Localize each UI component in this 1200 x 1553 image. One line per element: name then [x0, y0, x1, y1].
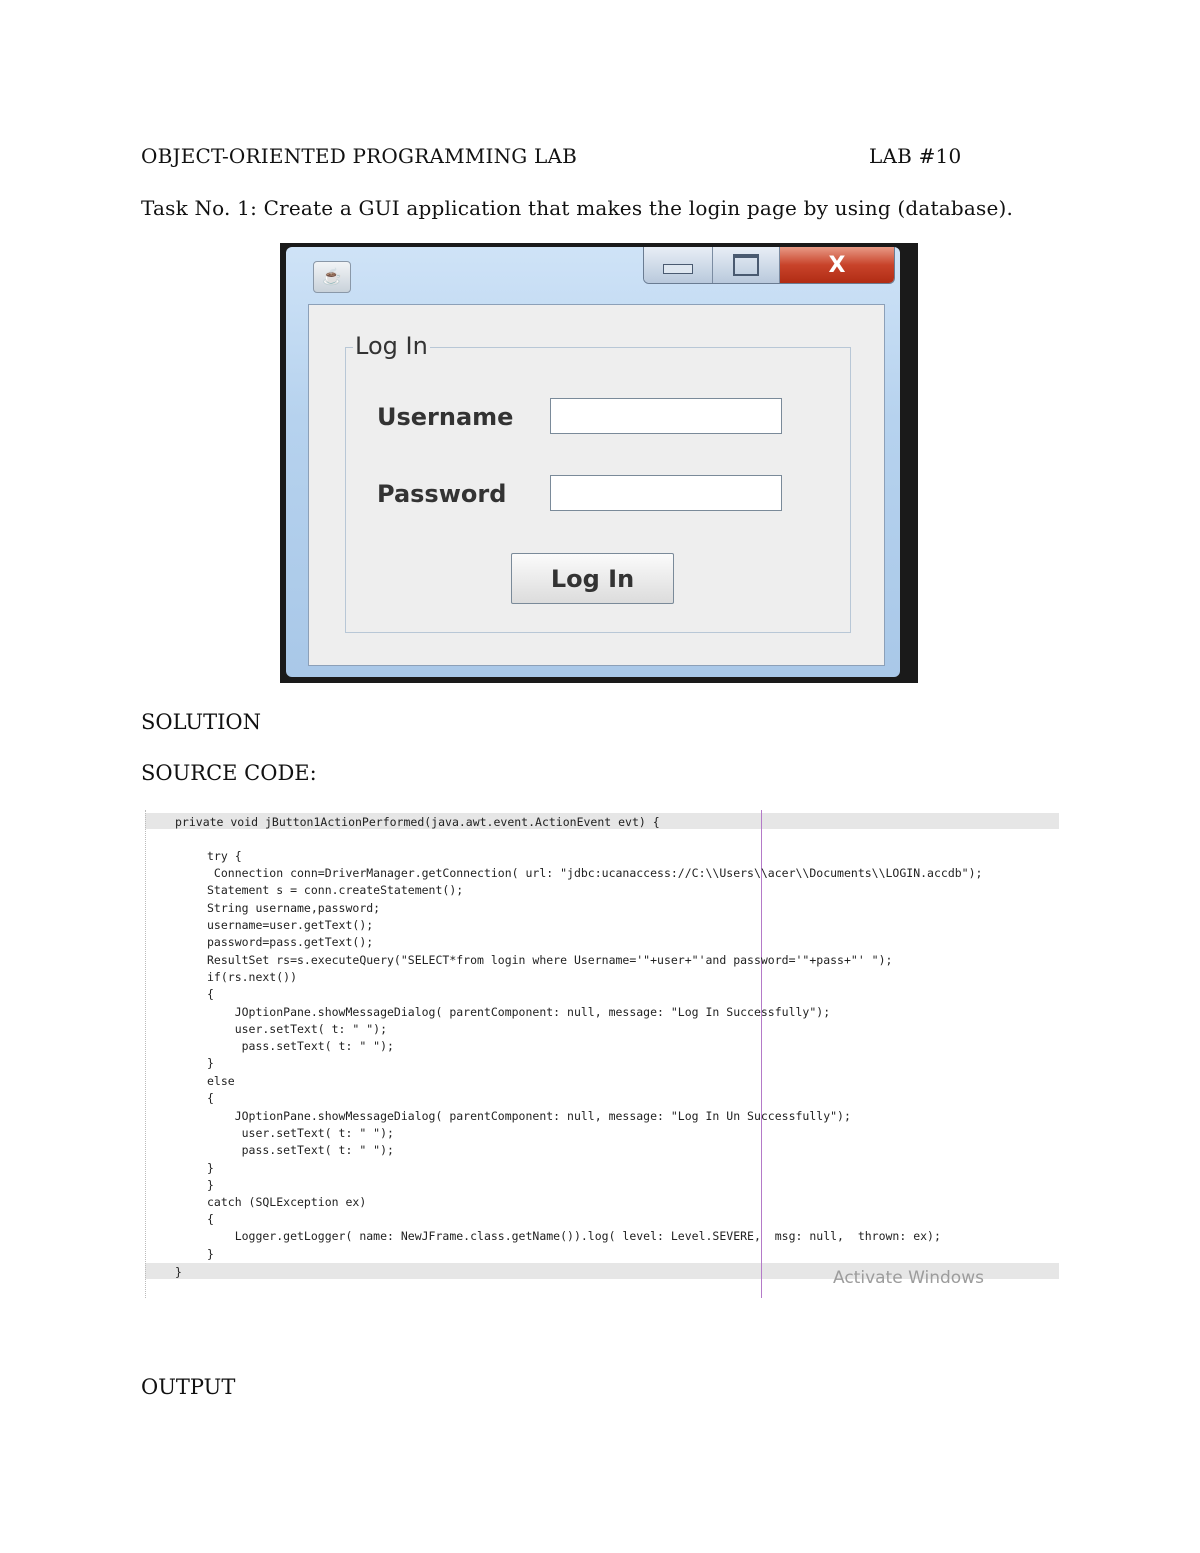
- code-line: password=pass.getText();: [207, 935, 374, 949]
- maximize-icon: [733, 254, 759, 276]
- login-button[interactable]: Log In: [511, 553, 674, 604]
- code-line: pass.setText( t: " ");: [207, 1143, 394, 1157]
- code-line: username=user.getText();: [207, 918, 374, 932]
- code-line: {: [207, 1212, 214, 1226]
- maximize-button[interactable]: [713, 247, 780, 283]
- code-line: JOptionPane.showMessageDialog( parentComponent: null, message: "Log In Successfully");: [207, 1005, 831, 1019]
- password-field[interactable]: [550, 475, 782, 511]
- code-line: }: [207, 1056, 214, 1070]
- window-content: [308, 304, 885, 666]
- close-button[interactable]: [780, 247, 894, 283]
- code-line: catch (SQLException ex): [207, 1195, 367, 1209]
- java-app-icon: ☕: [313, 261, 351, 293]
- code-line: if(rs.next()): [207, 970, 298, 984]
- username-label: Username: [377, 403, 514, 431]
- username-field[interactable]: [550, 398, 782, 434]
- task-statement: Task No. 1: Create a GUI application that makes the login page by using (database).: [141, 196, 1014, 220]
- code-line: pass.setText( t: " ");: [207, 1039, 394, 1053]
- source-code-screenshot: [145, 810, 1059, 1298]
- window-controls: [643, 247, 895, 284]
- password-label: Password: [377, 480, 507, 508]
- code-line: JOptionPane.showMessageDialog( parentComponent: null, message: "Log In Un Successfully");: [207, 1109, 851, 1123]
- code-gutter: [145, 810, 147, 1298]
- code-line: Logger.getLogger( name: NewJFrame.class.getName()).log( level: Level.SEVERE, msg: null, thrown: ex);: [207, 1229, 941, 1243]
- close-icon: X: [828, 252, 846, 278]
- output-heading: OUTPUT: [141, 1375, 236, 1399]
- login-window-screenshot: [280, 243, 918, 683]
- code-line: {: [207, 987, 214, 1001]
- source-code-heading: SOURCE CODE:: [141, 761, 317, 785]
- code-line: user.setText( t: " ");: [207, 1022, 388, 1036]
- code-line: private void jButton1ActionPerformed(java.awt.event.ActionEvent evt) {: [175, 815, 660, 829]
- code-line: Connection conn=DriverManager.getConnection( url: "jdbc:ucanaccess://C:\\Users\\acer\\Documents\\LOGIN.accdb");: [207, 866, 983, 880]
- minimize-button[interactable]: [644, 247, 713, 283]
- code-line: else: [207, 1074, 235, 1088]
- course-title: OBJECT-ORIENTED PROGRAMMING LAB: [141, 144, 578, 168]
- window-frame: [286, 247, 900, 677]
- code-line: }: [207, 1247, 214, 1261]
- code-line: try {: [207, 849, 242, 863]
- minimize-icon: [663, 264, 693, 274]
- code-line: user.setText( t: " ");: [207, 1126, 394, 1140]
- group-title: Log In: [355, 332, 428, 360]
- code-line: ResultSet rs=s.executeQuery("SELECT*from login where Username='"+user+"'and password='"+pass+"' ");: [207, 953, 893, 967]
- code-line: String username,password;: [207, 901, 381, 915]
- code-line: {: [207, 1091, 214, 1105]
- code-line: }: [207, 1178, 214, 1192]
- lab-number: LAB #10: [869, 144, 962, 168]
- code-line: Statement s = conn.createStatement();: [207, 883, 464, 897]
- activate-windows-watermark: Activate Windows: [833, 1268, 984, 1288]
- code-line: }: [207, 1161, 214, 1175]
- margin-guide-line: [761, 810, 762, 1298]
- code-line: }: [175, 1265, 182, 1279]
- solution-heading: SOLUTION: [141, 710, 261, 734]
